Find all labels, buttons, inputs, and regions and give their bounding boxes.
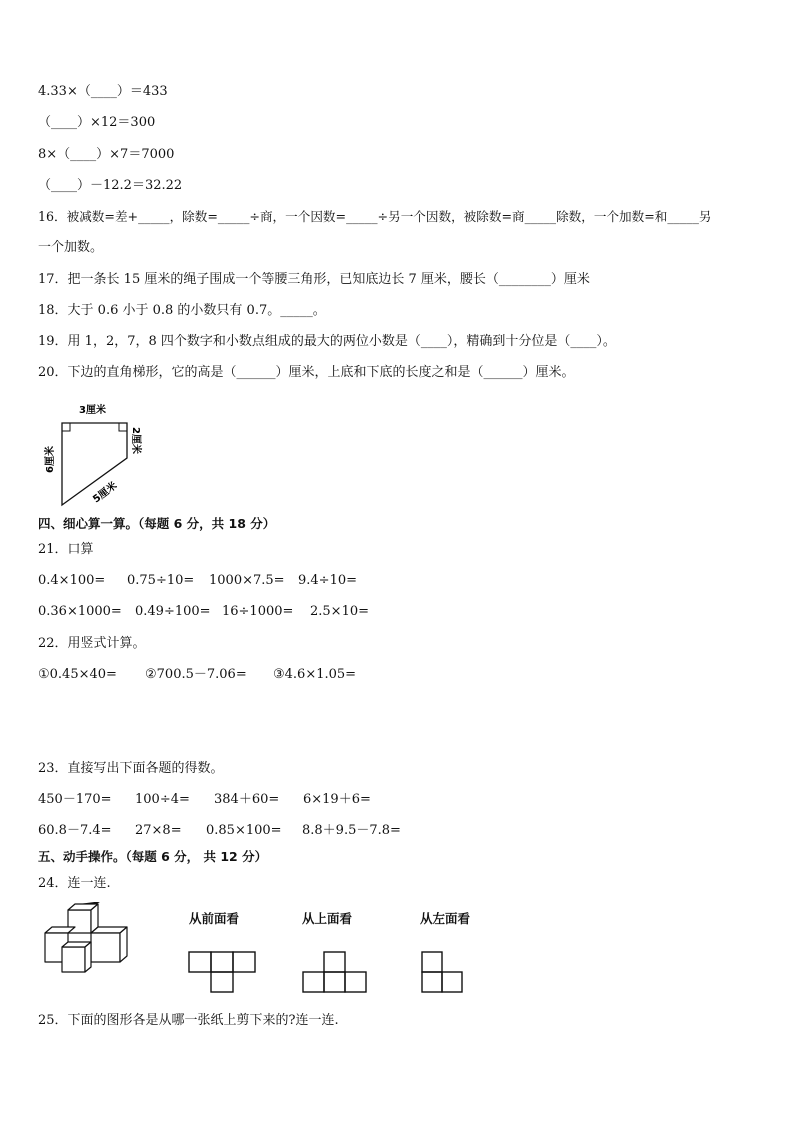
q21-row2-item: 2.5×10=: [310, 604, 370, 619]
equation-line-2: （____）×12＝300: [38, 115, 156, 130]
cube-stack-figure: [40, 902, 140, 982]
question-16-line-1: 16．被减数=差+_____，除数=_____÷商，一个因数=_____÷另一个因数，被除数=商_____除数，一个加数=和_____另: [38, 209, 712, 224]
trapezoid-top-label: 3厘米: [79, 405, 106, 416]
q22-item: ②700.5－7.06=: [145, 667, 247, 682]
view-front-label: 从前面看: [189, 911, 240, 926]
q21-row1-item: 1000×7.5=: [209, 573, 285, 588]
q23-row1-item: 450－170=: [38, 792, 112, 807]
section-5-heading: 五、动手操作。（每题 6 分， 共 12 分）: [38, 849, 268, 864]
q23-row1-item: 384＋60=: [214, 792, 280, 807]
q23-row2-item: 0.85×100=: [206, 823, 282, 838]
q21-row1-item: 9.4÷10=: [298, 573, 358, 588]
q21-row2-item: 0.36×1000=: [38, 604, 122, 619]
question-16-line-2: 一个加数。: [38, 240, 104, 255]
front-view-figure: [188, 950, 258, 995]
q21-row1-item: 0.4×100=: [38, 573, 106, 588]
question-23-title: 23．直接写出下面各题的得数。: [38, 761, 224, 776]
trapezoid-left-label: 6厘米: [45, 446, 56, 473]
view-top-label: 从上面看: [302, 911, 353, 926]
q21-row2-item: 16÷1000=: [222, 604, 294, 619]
equation-line-3: 8×（____）×7＝7000: [38, 147, 175, 162]
question-19: 19．用 1，2，7，8 四个数字和小数点组成的最大的两位小数是（____），精确到十分位是（____）。: [38, 334, 616, 349]
q23-row2-item: 60.8－7.4=: [38, 823, 112, 838]
q22-item: ③4.6×1.05=: [273, 667, 357, 682]
q21-row1-item: 0.75÷10=: [127, 573, 195, 588]
question-18: 18．大于 0.6 小于 0.8 的小数只有 0.7。_____。: [38, 303, 326, 318]
q22-item: ①0.45×40=: [38, 667, 117, 682]
question-22-title: 22．用竖式计算。: [38, 636, 146, 651]
section-4-heading: 四、细心算一算。（每题 6 分，共 18 分）: [38, 516, 276, 531]
q23-row2-item: 27×8=: [135, 823, 182, 838]
q23-row1-item: 100÷4=: [135, 792, 190, 807]
trapezoid-slant-label: 5厘米: [91, 480, 120, 506]
view-left-label: 从左面看: [420, 911, 471, 926]
question-24-title: 24．连一连.: [38, 876, 111, 891]
equation-line-1: 4.33×（____）＝433: [38, 84, 168, 99]
trapezoid-figure: [38, 395, 148, 510]
question-25: 25．下面的图形各是从哪一张纸上剪下来的?连一连.: [38, 1013, 339, 1028]
q23-row2-item: 8.8＋9.5－7.8=: [302, 823, 401, 838]
left-view-figure: [420, 950, 470, 995]
trapezoid-right-label: 2厘米: [130, 427, 141, 454]
equation-line-4: （____）－12.2＝32.22: [38, 178, 183, 193]
question-17: 17．把一条长 15 厘米的绳子围成一个等腰三角形，已知底边长 7 厘米，腰长（________）厘米: [38, 272, 590, 287]
q23-row1-item: 6×19＋6=: [303, 792, 371, 807]
top-view-figure: [302, 950, 372, 995]
question-20: 20．下边的直角梯形，它的高是（______）厘米，上底和下底的长度之和是（______）厘米。: [38, 365, 575, 380]
q21-row2-item: 0.49÷100=: [135, 604, 211, 619]
question-21-title: 21．口算: [38, 542, 94, 557]
